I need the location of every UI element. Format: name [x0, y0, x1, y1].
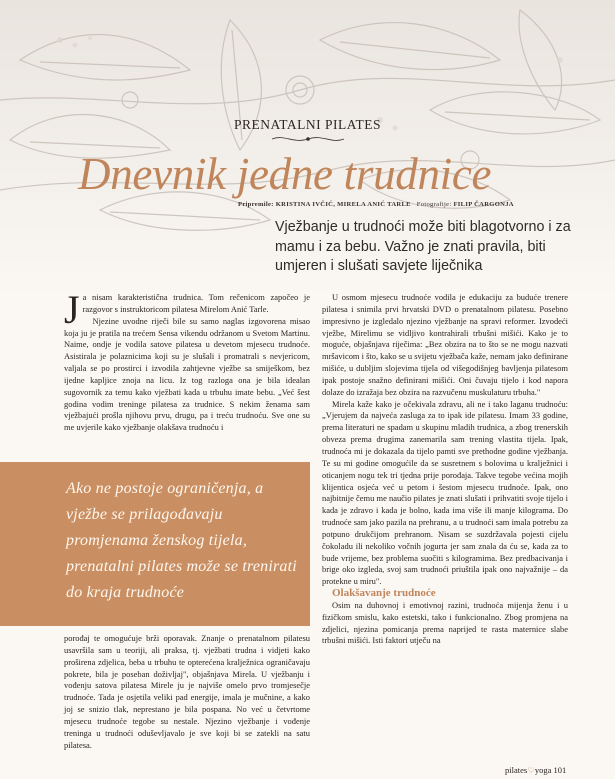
paragraph: U osmom mjesecu trudnoće vodila je edukaciju za buduće trenere pilatesa i snimila prvi hrvatski DVD o prenatalnom pilatesu. Posebno impresivno je izgledalo njezino vježbanje na spravi reformer. Izvodeći vježbe, Mirelimu se vidljivo kontrahirali trbušni mišići. Kako je to moguće, objašnjava riječima: „Bez obzira na to što se ne mogu nazvati mršavicom i što, kako se u svijetu vježbača kaže, nemam jako definirane mišiće, u dubljim slojevima tijela od višegodišnjeg bavljenja pilatesom ipak postoje snažno definirani mišići. Oni čuvaju tijelo i kod napora dolaze do izražaja bez obzira na razvučenu muskulaturu trbuha."	[322, 292, 568, 397]
pullquote-text: Ako ne postoje ograničenja, a vježbe se prilagođavaju promjenama ženskog tijela, prenatalni pilates može se trenirati do kraja trudnoće	[66, 480, 297, 601]
ornament-divider	[270, 134, 346, 144]
prepared-label: Pripremile:	[238, 201, 274, 208]
column-left-top	[64, 287, 310, 434]
subheading: Olakšavanje trudnoće	[332, 587, 436, 600]
section-label: PRENATALNI PILATES	[233, 117, 382, 132]
photo-label: Fotografije:	[416, 201, 452, 208]
article-lead: Vježbanje u trudnoći može biti blagotvorno i za mamu i za bebu. Važno je znati pravila, biti umjeren i slušati savjete liječnika	[275, 219, 571, 274]
paragraph	[64, 287, 310, 332]
article-credits	[238, 201, 514, 208]
page-number: 101	[553, 765, 567, 775]
paragraph: Mirela kaže kako je očekivala zdravu, ali ne i tako laganu trudnoću: „Vjerujem da najveća zasluga za to ipak ide pilatesu. Imam 33 godine, prema literaturi ne spadam u skupinu mladih trudnica, a zbog trenerskih obveza prema drugima zanemarila sam trening vlastita tijela. Ipak, trudnoća mi je dokazala da tijelo pamti sve prethodne godine vježbanja. Te su mi godine omogućile da se susretnem s bolovima u kralježnici i oticanjem nogu tek tri tjedna prije porođaja. Takve tegobe većina mojih klijentica osjeća već u petom i šestom mjesecu trudnoće. Ipak, ono najbitnije čemu me naučio pilates je znati slušati i prihvatiti svoje tijelo i kada je zdravo i kada je bolno, kada ima više ili manje kilograma. Do trudnoće sam jako pazila na prehranu, a u trudnoći sam imala potrebu za potpuno drukčijom prehranom. Nisam se suzdržavala pojesti cijelu čokoladu ili nekoliko vočnih jogurta jer sam znala da ću se, kada za to bude vrijeme, bez problema suočiti s kilogramima. Bez predbacivanja i brige oko izgleda, svoj sam trudnoći priuštila ipak ono najvažnije – da protekne u miru".	[322, 398, 568, 587]
brand-name: yoga	[534, 765, 552, 775]
drop-cap: J	[64, 287, 80, 332]
paragraph: Njezine uvodne riječi bile su samo naglas izgovorena misao koja ju je pratila na trećem Sensa vikendu održanom u Svetom Martinu. Naime, ondje je vodila satove pilatesa u devetom mjesecu trudnoće. Asistirala je polaznicima koji su je slušali i promatrali s nevjericom, valjala se po prostirci i izvodila zahtjevne vježbe sa smiješkom, bez ijedne kapljice znoja na licu. Iz tog razloga ona je bila idealan sugovornik za temu kako vježbati kada u trbuhu imate bebu. „Već šest godina vodim treninge pilatesa za trudnice. S nekim ženama sam vježbajući prošla njihovu prvu, drugu, pa i treću trudnoću. Sve one su me uvjerile kako vježbanje olakšava trudnoću i	[64, 315, 310, 433]
paragraph: porođaj te omogućuje brži oporavak. Znanje o prenatalnom pilatesu usavršila sam u teoriji, ali praksa, tj. vježbati trudna i vidjeti kako proširena zdjelica, beba u trbuhu te opterećena kralježnica ograničavaju pokrete, bila je poseban doživljaj", objašnjava Mirela. U vježbanju i vođenju satova pilatesa Mirele ju je najviše omelo prvo tromjesečje trudnoće. Tada je osjetila veliki pad energije, imala je mučnine, a kako joj se snizio tlak, neprestano je bila pospana. No već u četvrtome mjesecu trudnoće tegobe su nestale. Njezino vježbanje i vođenje treninga u trudnoći oduševljavalo je sve koji bi se zatekli na satu pilatesa.	[64, 633, 310, 750]
article-headline: Dnevnik jedne trudnice	[78, 149, 492, 199]
column-right	[322, 292, 568, 647]
prepared-names: KRISTINA IVČIĆ, MIRELA ANIĆ TARLE	[275, 201, 411, 208]
paragraph-text: a nisam karakteristična trudnica. Tom rečenicom započeo je razgovor s instruktoricom pilatesa Mirelom Anić Tarle.	[82, 292, 310, 314]
brand-name: pilates	[505, 765, 528, 775]
page-folio	[505, 765, 566, 776]
paragraph: Osim na duhovnoj i emotivnoj razini, trudnoća mijenja ženu i u fizičkom smislu, kako estetski, tako i funkcionalno. Zbog promjena na zdjelici, njezina pomicanja prema naprijed te rasta maternice slabe trbušni mišići. Isti faktori utječu na	[322, 599, 568, 646]
photo-name: FILIP ČARGONJA	[453, 201, 514, 208]
column-left-bottom	[64, 633, 310, 751]
heart-icon: ♡	[527, 765, 535, 775]
